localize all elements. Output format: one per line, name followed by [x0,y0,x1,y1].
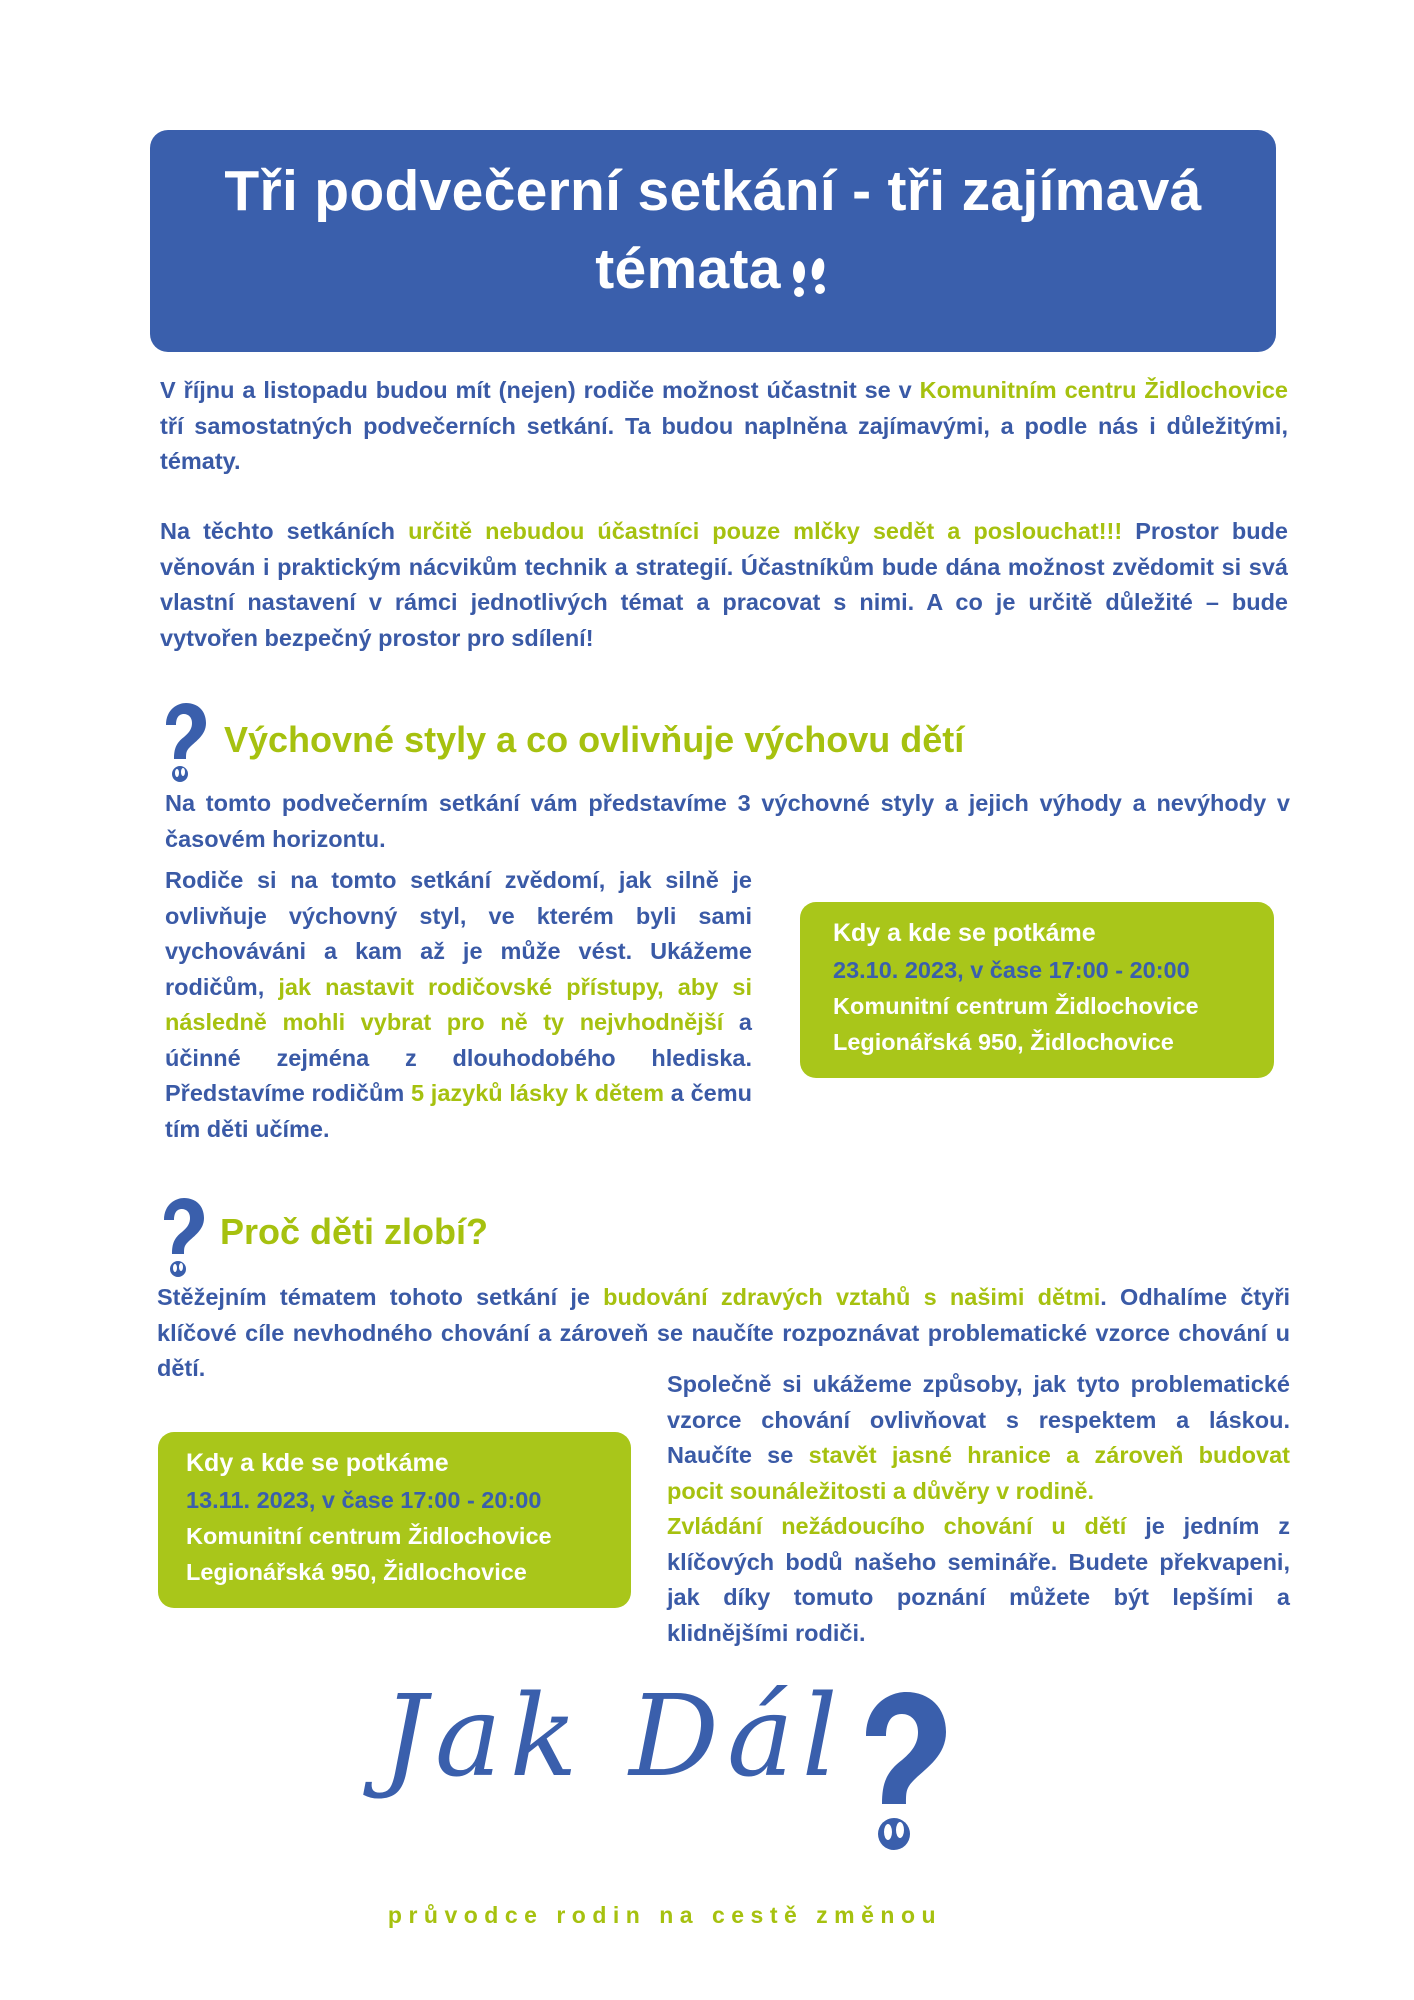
title-line-1: Tři podvečerní setkání - tři zajímavá [224,159,1202,223]
footprints-icon [787,256,831,302]
text-run: a čemu tím děti učíme. [165,1080,752,1142]
highlighted-text: stavět jasné hranice a zároveň budovat pocit sounáležitosti a důvěry v rodině. [667,1442,1290,1504]
text-run: . Odhalíme čtyři klíčové cíle nevhodného chování a zároveň se naučíte rozpoznávat problematické vzorce chování u dětí. [157,1284,1290,1381]
section-1-body [165,863,752,1147]
highlighted-text: Komunitním centru Židlochovice [919,377,1288,403]
title-banner [150,130,1276,352]
question-mark-icon [160,703,208,783]
intro-paragraph-1 [160,373,1288,480]
text-run: Rodiče si na tomto setkání zvědomí, jak silně je ovlivňuje výchovný styl, ve kterém byli sami vychováváni a kam až je může vést. Ukážeme rodičům, [165,867,752,1000]
text-run: tří samostatných podvečerních setkání. Ta budou naplněna zajímavými, a podle nás i důležitými, tématy. [160,412,1288,474]
highlighted-text: jak nastavit rodičovské přístupy, aby si následně mohli vybrat pro ně ty nejvhodnější [165,973,753,1035]
text-run: Společně si ukážeme způsoby, jak tyto problematické vzorce chování ovlivňovat s respektem a láskou. Naučíte se [667,1371,1290,1468]
logo-tagline: průvodce rodin na cestě změnou [387,1902,943,1928]
text-run: Na tomto podvečerním setkání vám představíme 3 výchovné styly a jejich výhody a nevýhody v časovém horizontu. [165,790,1290,852]
info-box-date: 23.10. 2023, v čase 17:00 - 20:00 [833,957,1190,983]
section-2-body [667,1367,1290,1651]
info-box-address: Legionářská 950, Židlochovice [186,1559,527,1585]
info-box-place: Komunitní centrum Židlochovice [186,1523,552,1549]
section-1-info-box [800,902,1274,1078]
logo-question-mark-icon [852,1692,952,1852]
text-run: je jedním z klíčových bodů našeho semináře. Budete překvapeni, jak díky tomuto poznání můžete být lepšími a klidnějšími rodiči. [667,1513,1291,1646]
text-run: V říjnu a listopadu budou mít (nejen) rodiče možnost účastnit se v [160,377,920,403]
section-1-heading: Výchovné styly a co ovlivňuje výchovu dětí [224,719,965,760]
info-box-date: 13.11. 2023, v čase 17:00 - 20:00 [186,1487,542,1513]
section-2-heading: Proč děti zlobí? [220,1211,489,1252]
intro-paragraph-2 [160,514,1288,656]
text-run: a účinné zejména z dlouhodobého hlediska. Představíme rodičům [165,1009,752,1106]
section-2-info-box [158,1432,631,1608]
logo-wordmark: Jak Dál [382,1672,846,1802]
text-run: Stěžejním tématem tohoto setkání je [157,1284,604,1310]
section-1-lead [165,786,1290,857]
title-line-2 [150,230,1276,308]
highlighted-text: budování zdravých vztahů s našimi dětmi [603,1284,1101,1310]
highlighted-text: 5 jazyků lásky k dětem [410,1080,665,1106]
info-box-address: Legionářská 950, Židlochovice [833,1029,1174,1055]
info-box-title: Kdy a kde se potkáme [186,1449,449,1477]
highlighted-text: Zvládání nežádoucího chování u dětí [667,1513,1127,1539]
text-run: Na těchto setkáních [160,518,409,544]
info-box-title: Kdy a kde se potkáme [833,919,1096,947]
highlighted-text: určitě nebudou účastníci pouze mlčky sedět a poslouchat!!! [408,518,1123,544]
text-run: Prostor bude věnován i praktickým nácvikům technik a strategií. Účastníkům bude dána možnost zvědomit si svá vlastní nastavení v rámci jednotlivých témat a pracovat s nimi. A co je určitě důležité – bude vytvořen bezpečný prostor pro sdílení! [160,518,1289,651]
info-box-place: Komunitní centrum Židlochovice [833,993,1199,1019]
question-mark-icon [158,1198,206,1278]
title-line-2-text: témata [595,237,781,301]
